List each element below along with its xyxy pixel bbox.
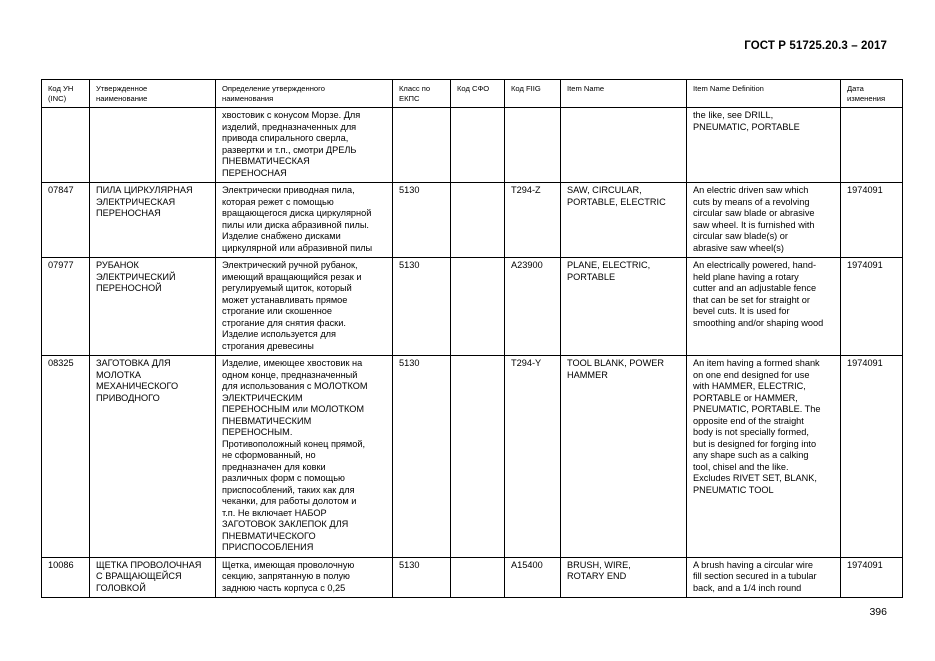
header-row	[42, 80, 903, 108]
cell-class	[393, 108, 451, 183]
column-header-fiig: Код FIIG	[505, 80, 561, 108]
cell-class: 5130	[393, 557, 451, 598]
table-row	[42, 258, 903, 356]
cell-sfo	[451, 183, 505, 258]
cell-sfo	[451, 258, 505, 356]
table-row	[42, 108, 903, 183]
table-row	[42, 183, 903, 258]
cell-approved-name: ПИЛА ЦИРКУЛЯРНАЯ ЭЛЕКТРИЧЕСКАЯ ПЕРЕНОСНАЯ	[90, 183, 216, 258]
cell-class: 5130	[393, 258, 451, 356]
cell-item-name: TOOL BLANK, POWER HAMMER	[561, 356, 687, 558]
cell-item-name-definition: An electrically powered, hand- held plane having a rotary cutter and an adjustable fence that can be set for straight or bevel cuts. It is used for smoothing and/or shaping wood	[687, 258, 841, 356]
column-header-item-name: Item Name	[561, 80, 687, 108]
cell-approved-name: ЗАГОТОВКА ДЛЯ МОЛОТКА МЕХАНИЧЕСКОГО ПРИВОДНОГО	[90, 356, 216, 558]
cell-item-name-definition: An item having a formed shank on one end designed for use with HAMMER, ELECTRIC, PORTABLE or HAMMER, PNEUMATIC, PORTABLE. The opposite end of the straight body is not specially formed, but is designed for forging into any shape such as a calking tool, chisel and the like. Excludes RIVET SET, BLANK, PNEUMATIC TOOL	[687, 356, 841, 558]
cell-fiig: T294-Z	[505, 183, 561, 258]
cell-sfo	[451, 108, 505, 183]
page-number: 396	[869, 606, 887, 618]
cell-inc: 07847	[42, 183, 90, 258]
cell-item-name-definition: An electric driven saw which cuts by means of a revolving circular saw blade or abrasive saw wheel. It is furnished with circular saw blade(s) or abrasive saw wheel(s)	[687, 183, 841, 258]
cell-approved-name: ЩЕТКА ПРОВОЛОЧНАЯ С ВРАЩАЮЩЕЙСЯ ГОЛОВКОЙ	[90, 557, 216, 598]
cell-fiig	[505, 108, 561, 183]
document-number: ГОСТ Р 51725.20.3 – 2017	[744, 40, 887, 52]
cell-definition: хвостовик с конусом Морзе. Для изделий, предназначенных для привода спирального сверла, развертки и т.п., смотри ДРЕЛЬ ПНЕВМАТИЧЕСКАЯ ПЕРЕНОСНАЯ	[216, 108, 393, 183]
cell-inc	[42, 108, 90, 183]
column-header-class: Класс по ЕКПС	[393, 80, 451, 108]
cell-fiig: A15400	[505, 557, 561, 598]
cell-item-name: PLANE, ELECTRIC, PORTABLE	[561, 258, 687, 356]
cell-fiig: T294-Y	[505, 356, 561, 558]
cell-date: 1974091	[841, 183, 903, 258]
cell-definition: Электрический ручной рубанок, имеющий вращающийся резак и регулируемый щиток, который может устанавливать прямое строгание или скошенное строгание для снятия фаски. Изделие используется для строгания древесины	[216, 258, 393, 356]
cell-item-name: SAW, CIRCULAR, PORTABLE, ELECTRIC	[561, 183, 687, 258]
specification-table	[41, 79, 903, 598]
cell-definition: Щетка, имеющая проволочную секцию, запрятанную в полую заднюю часть корпуса с 0,25	[216, 557, 393, 598]
table-row	[42, 356, 903, 558]
cell-class: 5130	[393, 183, 451, 258]
cell-inc: 08325	[42, 356, 90, 558]
cell-date: 1974091	[841, 258, 903, 356]
column-header-approved-name: Утвержденное наименование	[90, 80, 216, 108]
cell-date	[841, 108, 903, 183]
cell-definition: Изделие, имеющее хвостовик на одном конце, предназначенный для использования с МОЛОТКОМ ЭЛЕКТРИЧЕСКИМ ПЕРЕНОСНЫМ или МОЛОТКОМ ПНЕВМАТИЧЕСКИМ ПЕРЕНОСНЫМ. Противоположный конец прямой, не сформованный, но предназначен для ковки различных форм с помощью приспособлений, таких как для чеканки, для работы долотом и т.п. Не включает НАБОР ЗАГОТОВОК ЗАКЛЕПОК ДЛЯ ПНЕВМАТИЧЕСКОГО ПРИСПОСОБЛЕНИЯ	[216, 356, 393, 558]
cell-class: 5130	[393, 356, 451, 558]
cell-sfo	[451, 557, 505, 598]
cell-date: 1974091	[841, 557, 903, 598]
cell-date: 1974091	[841, 356, 903, 558]
cell-definition: Электрически приводная пила, которая режет с помощью вращающегося диска циркулярной пилы или диска абразивной пилы. Изделие снабжено дисками циркулярной или абразивной пилы	[216, 183, 393, 258]
cell-approved-name	[90, 108, 216, 183]
column-header-inc: Код УН (INC)	[42, 80, 90, 108]
cell-inc: 10086	[42, 557, 90, 598]
cell-item-name-definition: the like, see DRILL, PNEUMATIC, PORTABLE	[687, 108, 841, 183]
column-header-definition: Определение утвержденного наименования	[216, 80, 393, 108]
column-header-sfo: Код СФО	[451, 80, 505, 108]
cell-item-name-definition: A brush having a circular wire fill section secured in a tubular back, and a 1/4 inch round	[687, 557, 841, 598]
cell-item-name: BRUSH, WIRE, ROTARY END	[561, 557, 687, 598]
table-row	[42, 557, 903, 598]
cell-approved-name: РУБАНОК ЭЛЕКТРИЧЕСКИЙ ПЕРЕНОСНОЙ	[90, 258, 216, 356]
cell-inc: 07977	[42, 258, 90, 356]
column-header-item-name-definition: Item Name Definition	[687, 80, 841, 108]
column-header-date: Дата изменения	[841, 80, 903, 108]
cell-fiig: A23900	[505, 258, 561, 356]
cell-sfo	[451, 356, 505, 558]
cell-item-name	[561, 108, 687, 183]
